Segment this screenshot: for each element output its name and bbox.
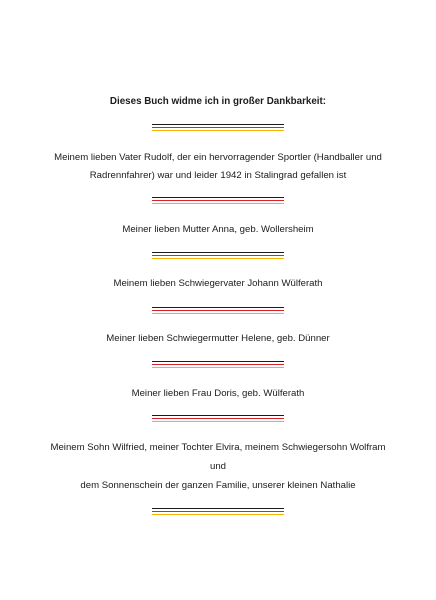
dedication-children-line-1: Meinem Sohn Wilfried, meiner Tochter Elvira, meinem Schwiegersohn Wolfram — [50, 442, 386, 453]
divider-rule — [152, 508, 284, 515]
dedication-heading: Dieses Buch widme ich in großer Dankbarkeit: — [109, 96, 327, 107]
divider-rule — [152, 361, 284, 368]
divider-rule — [152, 124, 284, 131]
dedication-children-line-2: und — [209, 461, 226, 472]
dedication-father-line-1: Meinem lieben Vater Rudolf, der ein hervorragender Sportler (Handballer und — [54, 152, 382, 163]
divider-rule — [152, 252, 284, 259]
divider-rule — [152, 197, 284, 204]
dedication-wife: Meiner lieben Frau Doris, geb. Wülferath — [131, 388, 305, 399]
dedication-father-line-2: Radrennfahrer) war und leider 1942 in Stalingrad gefallen ist — [89, 170, 347, 181]
dedication-children-line-3: dem Sonnenschein der ganzen Familie, unserer kleinen Nathalie — [80, 480, 356, 491]
divider-rule — [152, 415, 284, 422]
dedication-mother-in-law: Meiner lieben Schwiegermutter Helene, geb. Dünner — [106, 333, 330, 344]
dedication-mother: Meiner lieben Mutter Anna, geb. Wollersheim — [122, 224, 314, 235]
dedication-father-in-law: Meinem lieben Schwiegervater Johann Wülferath — [113, 278, 323, 289]
divider-rule — [152, 307, 284, 314]
